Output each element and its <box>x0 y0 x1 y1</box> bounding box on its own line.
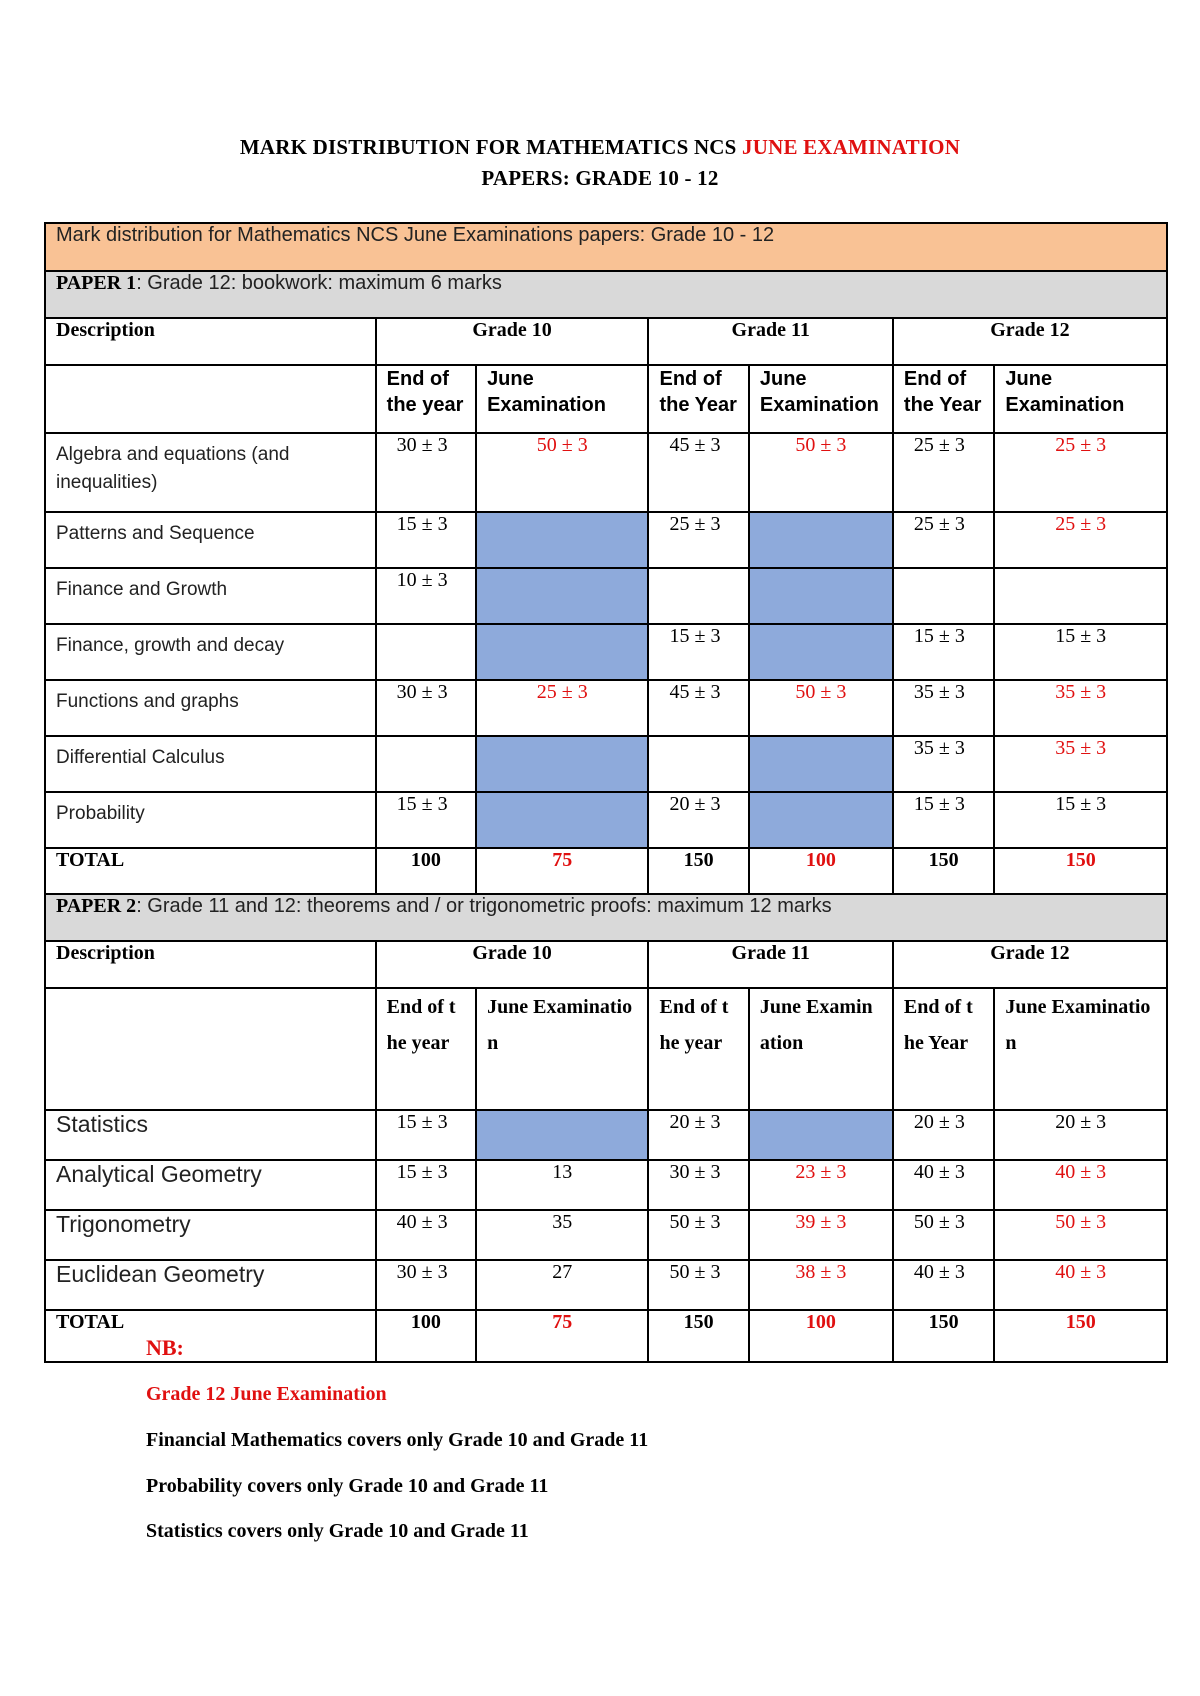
total-cell: 150 <box>994 1310 1167 1362</box>
shaded-cell <box>749 624 893 680</box>
value-cell: 35 ± 3 <box>893 736 994 792</box>
shaded-cell <box>749 1110 893 1160</box>
value-cell: 25 ± 3 <box>893 512 994 568</box>
total-cell: 100 <box>749 1310 893 1362</box>
value-cell: 15 ± 3 <box>994 792 1167 848</box>
value-cell: 35 ± 3 <box>994 736 1167 792</box>
shaded-cell <box>476 624 648 680</box>
value-cell: 40 ± 3 <box>893 1260 994 1310</box>
value-cell: 15 ± 3 <box>994 624 1167 680</box>
subheader-g12-end: End of the Year <box>893 988 994 1110</box>
document-title-line-2: PAPERS: GRADE 10 - 12 <box>481 166 719 190</box>
paper-1-column-headers <box>45 318 1167 365</box>
column-header-grade-10: Grade 10 <box>376 941 649 988</box>
value-cell: 25 ± 3 <box>994 512 1167 568</box>
row-description: Patterns and Sequence <box>45 512 376 568</box>
row-description: Finance and Growth <box>45 568 376 624</box>
total-cell: 150 <box>648 1310 748 1362</box>
value-cell: 15 ± 3 <box>376 1160 476 1210</box>
total-cell: 150 <box>648 848 748 894</box>
column-header-description: Description <box>45 318 376 365</box>
shaded-cell <box>476 568 648 624</box>
shaded-cell <box>476 792 648 848</box>
subheader-g11-june: June Examination <box>749 365 893 433</box>
column-header-grade-10: Grade 10 <box>376 318 649 365</box>
note-line: Statistics covers only Grade 10 and Grade 11 <box>146 1520 529 1542</box>
value-cell: 35 ± 3 <box>994 680 1167 736</box>
value-cell: 25 ± 3 <box>893 433 994 512</box>
value-cell: 50 ± 3 <box>749 433 893 512</box>
value-cell: 30 ± 3 <box>376 1260 476 1310</box>
subheader-blank <box>45 988 376 1110</box>
table-banner-row <box>45 223 1167 271</box>
shaded-cell <box>476 736 648 792</box>
value-cell: 45 ± 3 <box>648 433 748 512</box>
table-row <box>45 433 1167 512</box>
total-cell: 100 <box>376 848 476 894</box>
value-cell: 39 ± 3 <box>749 1210 893 1260</box>
note-line: Probability covers only Grade 10 and Grade 11 <box>146 1475 549 1497</box>
subheader-g11-june: June Examination <box>749 988 893 1110</box>
value-cell: 25 ± 3 <box>648 512 748 568</box>
value-cell: 50 ± 3 <box>893 1210 994 1260</box>
total-cell: 75 <box>476 848 648 894</box>
table-row <box>45 1260 1167 1310</box>
value-cell: 30 ± 3 <box>648 1160 748 1210</box>
row-description: Functions and graphs <box>45 680 376 736</box>
value-cell: 15 ± 3 <box>376 1110 476 1160</box>
shaded-cell <box>476 512 648 568</box>
paper-2-subheaders <box>45 988 1167 1110</box>
subheader-g10-june: June Examination <box>476 365 648 433</box>
row-description: Algebra and equations (and inequalities) <box>45 433 376 512</box>
subheader-g11-end: End of the Year <box>648 365 748 433</box>
note-line: Financial Mathematics covers only Grade 10 and Grade 11 <box>146 1429 649 1451</box>
subheader-g12-end: End of the Year <box>893 365 994 433</box>
value-cell: 15 ± 3 <box>376 512 476 568</box>
table-row <box>45 680 1167 736</box>
subheader-g10-end: End of the year <box>376 988 476 1110</box>
total-cell: 75 <box>476 1310 648 1362</box>
shaded-cell <box>476 1110 648 1160</box>
column-header-description: Description <box>45 941 376 988</box>
row-description: Euclidean Geometry <box>45 1260 376 1310</box>
table-row <box>45 512 1167 568</box>
subheader-g12-june: June Examination <box>994 365 1167 433</box>
value-cell: 25 ± 3 <box>994 433 1167 512</box>
shaded-cell <box>749 512 893 568</box>
paper-1-label: PAPER 1 <box>56 272 137 294</box>
subheader-g10-end: End of the year <box>376 365 476 433</box>
notes-heading: Grade 12 June Examination <box>146 1383 387 1405</box>
value-cell: 27 <box>476 1260 648 1310</box>
table-row <box>45 736 1167 792</box>
value-cell: 40 ± 3 <box>994 1160 1167 1210</box>
paper-2-label: PAPER 2 <box>56 895 137 917</box>
value-cell: 20 ± 3 <box>648 792 748 848</box>
column-header-grade-12: Grade 12 <box>893 318 1167 365</box>
subheader-g11-end: End of the year <box>648 988 748 1110</box>
paper-2-header <box>45 894 1167 941</box>
row-description: Analytical Geometry <box>45 1160 376 1210</box>
value-cell <box>994 568 1167 624</box>
paper-2-note: : Grade 11 and 12: theorems and / or trigonometric proofs: maximum 12 marks <box>136 895 832 917</box>
row-description: Probability <box>45 792 376 848</box>
value-cell: 15 ± 3 <box>893 624 994 680</box>
value-cell: 15 ± 3 <box>376 792 476 848</box>
paper-2-column-headers <box>45 941 1167 988</box>
shaded-cell <box>749 568 893 624</box>
paper-2-header-row <box>45 894 1167 941</box>
value-cell: 45 ± 3 <box>648 680 748 736</box>
table-row <box>45 568 1167 624</box>
value-cell: 20 ± 3 <box>893 1110 994 1160</box>
total-cell: 150 <box>994 848 1167 894</box>
mark-distribution-table <box>44 222 1168 1363</box>
total-cell: 100 <box>376 1310 476 1362</box>
value-cell: 13 <box>476 1160 648 1210</box>
shaded-cell <box>749 736 893 792</box>
value-cell <box>376 736 476 792</box>
value-cell: 35 ± 3 <box>893 680 994 736</box>
paper-1-header-row <box>45 271 1167 318</box>
column-header-grade-11: Grade 11 <box>648 941 892 988</box>
table-row <box>45 624 1167 680</box>
value-cell <box>893 568 994 624</box>
value-cell: 30 ± 3 <box>376 680 476 736</box>
title-prefix: MARK DISTRIBUTION FOR MATHEMATICS NCS <box>239 135 737 159</box>
value-cell: 38 ± 3 <box>749 1260 893 1310</box>
subheader-blank <box>45 365 376 433</box>
paper-1-subheaders <box>45 365 1167 433</box>
row-description: Differential Calculus <box>45 736 376 792</box>
paper-2-total-row <box>45 1310 1167 1362</box>
value-cell: 15 ± 3 <box>893 792 994 848</box>
value-cell: 20 ± 3 <box>994 1110 1167 1160</box>
value-cell: 50 ± 3 <box>648 1210 748 1260</box>
paper-1-header <box>45 271 1167 318</box>
value-cell: 10 ± 3 <box>376 568 476 624</box>
total-label: TOTAL <box>45 848 376 894</box>
shaded-cell <box>749 792 893 848</box>
row-description: Finance, growth and decay <box>45 624 376 680</box>
table-banner: Mark distribution for Mathematics NCS June Examinations papers: Grade 10 - 12 <box>45 223 1167 271</box>
value-cell: 40 ± 3 <box>376 1210 476 1260</box>
table-row <box>45 1160 1167 1210</box>
value-cell: 40 ± 3 <box>893 1160 994 1210</box>
value-cell: 15 ± 3 <box>648 624 748 680</box>
value-cell: 25 ± 3 <box>476 680 648 736</box>
value-cell <box>376 624 476 680</box>
paper-1-total-row <box>45 848 1167 894</box>
total-label: TOTAL <box>45 1310 376 1362</box>
value-cell: 50 ± 3 <box>749 680 893 736</box>
row-description: Trigonometry <box>45 1210 376 1260</box>
table-row <box>45 1110 1167 1160</box>
value-cell: 35 <box>476 1210 648 1260</box>
subheader-g10-june: June Examination <box>476 988 648 1110</box>
value-cell: 50 ± 3 <box>476 433 648 512</box>
value-cell <box>648 736 748 792</box>
row-description: Statistics <box>45 1110 376 1160</box>
column-header-grade-12: Grade 12 <box>893 941 1167 988</box>
title-red-part: JUNE EXAMINATION <box>742 135 961 159</box>
column-header-grade-11: Grade 11 <box>648 318 892 365</box>
table-row <box>45 1210 1167 1260</box>
value-cell: 50 ± 3 <box>648 1260 748 1310</box>
subheader-g12-june: June Examination <box>994 988 1167 1110</box>
total-cell: 150 <box>893 1310 994 1362</box>
value-cell <box>648 568 748 624</box>
document-title-line-1 <box>0 135 1200 160</box>
table-row <box>45 792 1167 848</box>
value-cell: 20 ± 3 <box>648 1110 748 1160</box>
total-cell: 150 <box>893 848 994 894</box>
notes-nb: NB: <box>146 1335 184 1360</box>
value-cell: 50 ± 3 <box>994 1210 1167 1260</box>
value-cell: 40 ± 3 <box>994 1260 1167 1310</box>
total-cell: 100 <box>749 848 893 894</box>
value-cell: 23 ± 3 <box>749 1160 893 1210</box>
paper-1-note: : Grade 12: bookwork: maximum 6 marks <box>136 272 502 294</box>
value-cell: 30 ± 3 <box>376 433 476 512</box>
